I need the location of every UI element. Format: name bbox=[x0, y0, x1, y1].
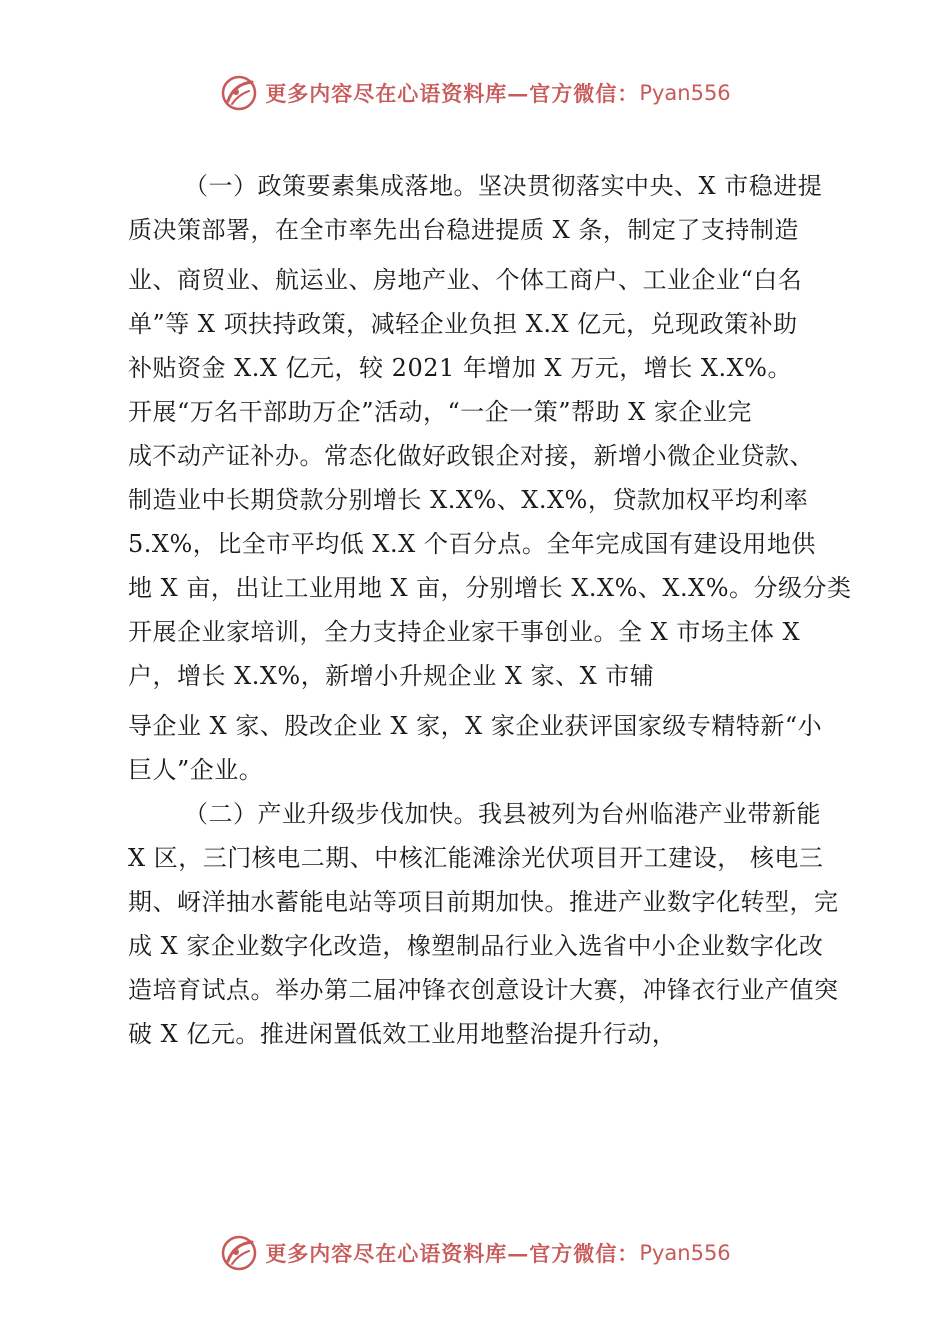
text-line: 开展“万名干部助万企”活动，“一企一策”帮助 X 家企业完 bbox=[128, 398, 752, 426]
footer-banner bbox=[0, 1230, 950, 1276]
banner-text: 更多内容尽在心语资料库—官方微信： bbox=[265, 81, 640, 106]
text-line: 制造业中长期贷款分别增长 X.X%、X.X%，贷款加权平均利率 bbox=[128, 486, 809, 514]
header-banner bbox=[0, 70, 950, 116]
text-line: 巨人”企业。 bbox=[128, 756, 264, 784]
text-line: 质决策部署，在全市率先出台稳进提质 X 条，制定了支持制造 bbox=[128, 216, 799, 244]
text-line: 补贴资金 X.X 亿元，较 2021 年增加 X 万元，增长 X.X%。 bbox=[128, 354, 792, 382]
wechat-id: Pyan556 bbox=[639, 81, 731, 105]
wechat-id: Pyan556 bbox=[639, 1241, 731, 1265]
text-line: 地 X 亩，出让工业用地 X 亩，分别增长 X.X%、X.X%。分级分类 bbox=[128, 574, 852, 602]
text-line: 期、岈洋抽水蓄能电站等项目前期加快。推进产业数字化转型，完 bbox=[128, 888, 839, 916]
text-line: 造培育试点。举办第二届冲锋衣创意设计大赛，冲锋衣行业产值突 bbox=[128, 976, 839, 1004]
logo-icon bbox=[219, 73, 259, 113]
text-line: 导企业 X 家、股改企业 X 家，X 家企业获评国家级专精特新“小 bbox=[128, 712, 823, 740]
text-line: （二）产业升级步伐加快。我县被列为台州临港产业带新能 bbox=[184, 800, 821, 828]
text-line: 5.X%，比全市平均低 X.X 个百分点。全年完成国有建设用地供 bbox=[128, 530, 816, 558]
text-line: 成 X 家企业数字化改造，橡塑制品行业入选省中小企业数字化改 bbox=[128, 932, 824, 960]
document-body bbox=[128, 164, 852, 1056]
text-line: 户，增长 X.X%，新增小升规企业 X 家、X 市辅 bbox=[128, 662, 655, 690]
text-line: 开展企业家培训，全力支持企业家干事创业。全 X 市场主体 X bbox=[128, 618, 801, 646]
banner-text: 更多内容尽在心语资料库—官方微信： bbox=[265, 1241, 640, 1266]
text-line: 成不动产证补办。常态化做好政银企对接，新增小微企业贷款、 bbox=[128, 442, 814, 470]
text-line: 业、商贸业、航运业、房地产业、个体工商户、工业企业“白名 bbox=[128, 266, 803, 294]
logo-icon bbox=[219, 1233, 259, 1273]
text-line: X 区，三门核电二期、中核汇能滩涂光伏项目开工建设， 核电三 bbox=[128, 844, 824, 872]
text-line: （一）政策要素集成落地。坚决贯彻落实中央、X 市稳进提 bbox=[184, 172, 823, 200]
text-line: 单”等 X 项扶持政策，减轻企业负担 X.X 亿元，兑现政策补助 bbox=[128, 310, 798, 338]
text-line: 破 X 亿元。推进闲置低效工业用地整治提升行动， bbox=[128, 1020, 677, 1048]
